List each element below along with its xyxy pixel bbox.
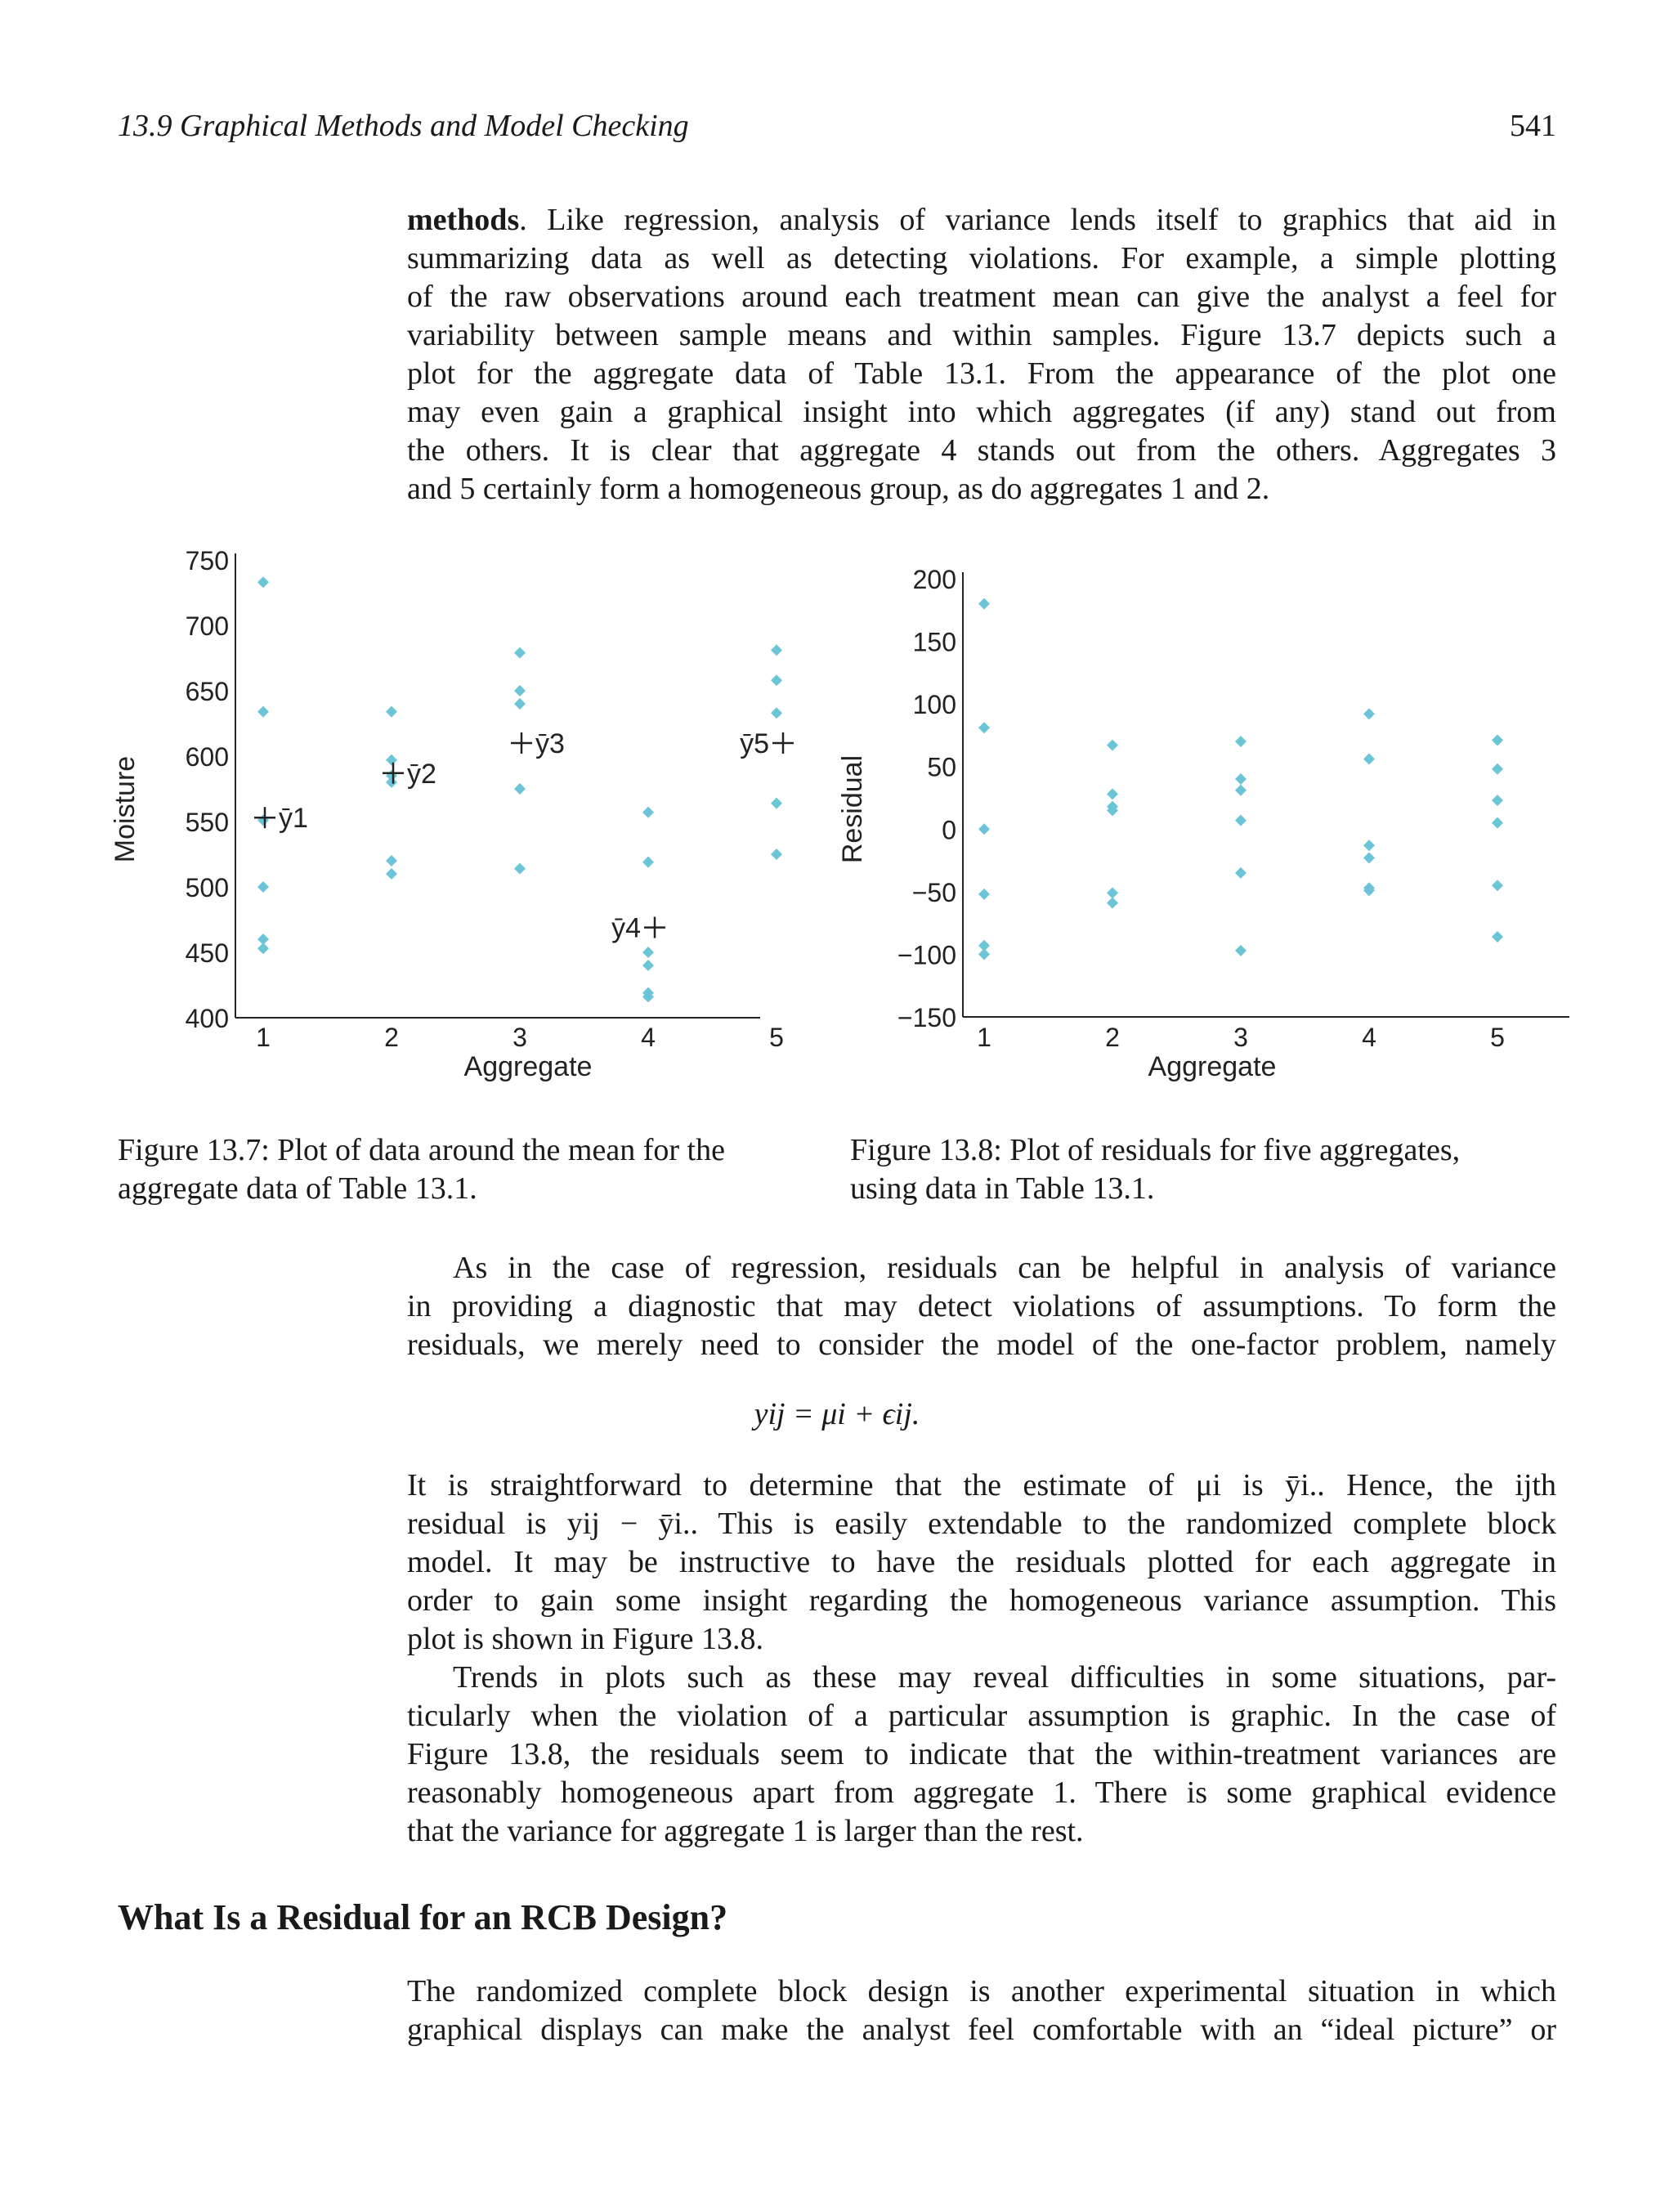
paragraph-line: that the variance for aggregate 1 is larger than the rest.	[407, 1814, 1084, 1848]
mean-marker	[611, 913, 665, 944]
data-point	[386, 706, 397, 718]
data-point	[1107, 788, 1118, 799]
data-point	[1107, 898, 1118, 909]
x-tick-label: 2	[384, 1023, 399, 1052]
paragraph-line: methods. Like regression, analysis of variance lends itself to graphics that aid in	[407, 203, 1556, 237]
y-tick-label: −100	[897, 940, 956, 970]
y-tick-label: 0	[942, 815, 956, 845]
data-point	[1492, 931, 1503, 943]
y-tick-label: 750	[185, 546, 229, 575]
paragraph-line: plot is shown in Figure 13.8.	[407, 1622, 763, 1656]
rcb-paragraph	[407, 1972, 1556, 2049]
paragraph-line: The randomized complete block design is another experimental situation in which	[407, 1974, 1556, 2008]
data-point	[771, 849, 782, 860]
mean-label: ȳ5	[740, 728, 769, 759]
data-point	[978, 948, 990, 960]
caption-line: using data in Table 13.1.	[850, 1171, 1155, 1206]
data-point	[771, 644, 782, 656]
residual-chart	[834, 540, 1594, 1112]
data-point	[257, 576, 269, 588]
y-axis-label: Residual	[837, 754, 868, 864]
data-points	[978, 598, 1503, 960]
x-axis-label: Aggregate	[1148, 1051, 1277, 1082]
data-point	[386, 777, 397, 788]
data-point	[257, 943, 269, 954]
paragraph-line: Trends in plots such as these may reveal difficulties in some situations, par-	[453, 1660, 1556, 1695]
data-point	[1235, 867, 1247, 879]
data-point	[1235, 736, 1247, 747]
paragraph-line: and 5 certainly form a homogeneous group, as do aggregates 1 and 2.	[407, 472, 1270, 506]
figure-13-8-caption	[850, 1131, 1556, 1208]
section-title: 13.9 Graphical Methods and Model Checking	[118, 109, 689, 143]
data-point	[771, 674, 782, 686]
paragraph-line: order to gain some insight regarding the homogeneous variance assumption. This	[407, 1583, 1556, 1618]
x-tick-label: 2	[1105, 1023, 1120, 1052]
data-point	[514, 685, 526, 696]
data-point	[642, 947, 654, 958]
paragraph-line: As in the case of regression, residuals can be helpful in analysis of variance	[453, 1251, 1556, 1285]
y-tick-label: 100	[912, 690, 956, 720]
data-point	[978, 598, 990, 610]
paragraph-line: summarizing data as well as detecting violations. For example, a simple plotting	[407, 241, 1556, 275]
x-tick-labels	[256, 1023, 784, 1052]
x-tick-labels	[977, 1023, 1505, 1052]
y-tick-label: 550	[185, 808, 229, 837]
paragraph-line: It is straightforward to determine that the estimate of μi is ȳi.. Hence, the ijth	[407, 1468, 1556, 1502]
y-tick-labels	[186, 546, 229, 1033]
mean-label: ȳ4	[611, 912, 641, 944]
data-point	[1235, 945, 1247, 956]
data-point	[771, 707, 782, 719]
chart-axes	[963, 572, 1569, 1017]
paragraph-line: may even gain a graphical insight into which aggregates (if any) stand out from	[407, 395, 1556, 429]
y-tick-label: 600	[185, 742, 229, 772]
page-number: 541	[1510, 109, 1556, 143]
caption-line: Figure 13.8: Plot of residuals for five aggregates,	[850, 1133, 1461, 1167]
residuals-paragraph	[407, 1249, 1556, 1364]
paragraph-line: graphical displays can make the analyst feel comfortable with an “ideal picture” or	[407, 2013, 1556, 2047]
data-point	[771, 798, 782, 809]
mean-markers	[254, 728, 794, 944]
figure-13-7-caption	[118, 1131, 829, 1208]
data-point	[1363, 853, 1375, 864]
data-point	[642, 960, 654, 971]
x-axis-label: Aggregate	[463, 1051, 593, 1082]
data-point	[978, 889, 990, 900]
data-point	[1492, 795, 1503, 806]
y-tick-labels	[897, 565, 956, 1032]
data-point	[642, 807, 654, 818]
section-heading: What Is a Residual for an RCB Design?	[118, 1897, 728, 1937]
x-tick-label: 3	[1233, 1023, 1248, 1052]
mean-label: ȳ3	[535, 728, 565, 759]
y-tick-label: 650	[185, 677, 229, 706]
paragraph-line: plot for the aggregate data of Table 13.1. From the appearance of the plot one	[407, 356, 1556, 391]
data-point	[642, 857, 654, 868]
data-point	[514, 698, 526, 710]
data-point	[1492, 880, 1503, 891]
paragraph-line: reasonably homogeneous apart from aggregate 1. There is some graphical evidence	[407, 1775, 1556, 1810]
mean-label: ȳ2	[407, 758, 436, 790]
running-head	[118, 108, 1556, 149]
data-point	[1107, 887, 1118, 898]
paragraph-line: Figure 13.8, the residuals seem to indicate that the within-treatment variances are	[407, 1737, 1556, 1771]
data-point	[1363, 708, 1375, 719]
data-point	[1107, 740, 1118, 751]
data-point	[1235, 785, 1247, 796]
paragraph-line: model. It may be instructive to have the residuals plotted for each aggregate in	[407, 1545, 1556, 1579]
x-tick-label: 1	[256, 1023, 271, 1052]
y-tick-label: 400	[185, 1004, 229, 1033]
caption-line: Figure 13.7: Plot of data around the mean for the	[118, 1133, 725, 1167]
paragraph-line: ticularly when the violation of a particular assumption is graphic. In the case of	[407, 1699, 1556, 1733]
estimate-paragraph	[407, 1466, 1556, 1851]
data-point	[1492, 817, 1503, 829]
x-tick-label: 4	[1362, 1023, 1376, 1052]
x-tick-label: 1	[977, 1023, 991, 1052]
paragraph-line: the others. It is clear that aggregate 4 stands out from the others. Aggregates 3	[407, 433, 1556, 468]
data-point	[1492, 763, 1503, 775]
mean-marker	[511, 728, 565, 759]
mean-marker	[254, 803, 308, 834]
data-point	[257, 814, 269, 826]
y-axis-label: Moisture	[110, 755, 141, 863]
data-point	[386, 868, 397, 880]
paragraph-line: in providing a diagnostic that may detect violations of assumptions. To form the	[407, 1289, 1556, 1323]
data-point	[386, 855, 397, 866]
data-point	[1235, 815, 1247, 826]
paragraph-line: variability between sample means and within samples. Figure 13.7 depicts such a	[407, 318, 1556, 352]
data-point	[514, 647, 526, 659]
model-equation: yij = μi + ϵij.	[754, 1397, 920, 1431]
data-point	[514, 783, 526, 795]
paragraph-line: residual is yij − ȳi.. This is easily extendable to the randomized complete block	[407, 1507, 1556, 1541]
data-point	[257, 881, 269, 893]
y-tick-label: −150	[897, 1003, 956, 1032]
x-tick-label: 5	[1490, 1023, 1505, 1052]
x-tick-label: 4	[641, 1023, 656, 1052]
data-points	[257, 576, 782, 1002]
caption-line: aggregate data of Table 13.1.	[118, 1171, 477, 1206]
x-tick-label: 3	[512, 1023, 527, 1052]
paragraph-line: residuals, we merely need to consider the model of the one-factor problem, namely	[407, 1328, 1556, 1362]
data-point	[1235, 773, 1247, 785]
y-tick-label: 500	[185, 873, 229, 902]
intro-paragraph	[407, 201, 1556, 508]
chart-axes	[235, 553, 760, 1018]
y-tick-label: 200	[912, 565, 956, 594]
y-tick-label: 50	[927, 752, 956, 782]
paragraph-line: of the raw observations around each treatment mean can give the analyst a feel for	[407, 280, 1556, 314]
moisture-chart	[98, 540, 915, 1112]
data-point	[978, 823, 990, 835]
data-point	[978, 722, 990, 733]
data-point	[1363, 754, 1375, 765]
y-tick-label: −50	[911, 877, 956, 907]
mean-marker	[740, 728, 794, 759]
y-tick-label: 450	[185, 938, 229, 968]
data-point	[514, 863, 526, 875]
y-tick-label: 150	[912, 627, 956, 657]
bold-term: methods	[407, 203, 520, 237]
y-tick-label: 700	[185, 611, 229, 641]
data-point	[1492, 735, 1503, 746]
mean-label: ȳ1	[279, 803, 308, 835]
data-point	[257, 706, 269, 718]
data-point	[386, 754, 397, 766]
data-point	[1363, 840, 1375, 851]
x-tick-label: 5	[769, 1023, 784, 1052]
